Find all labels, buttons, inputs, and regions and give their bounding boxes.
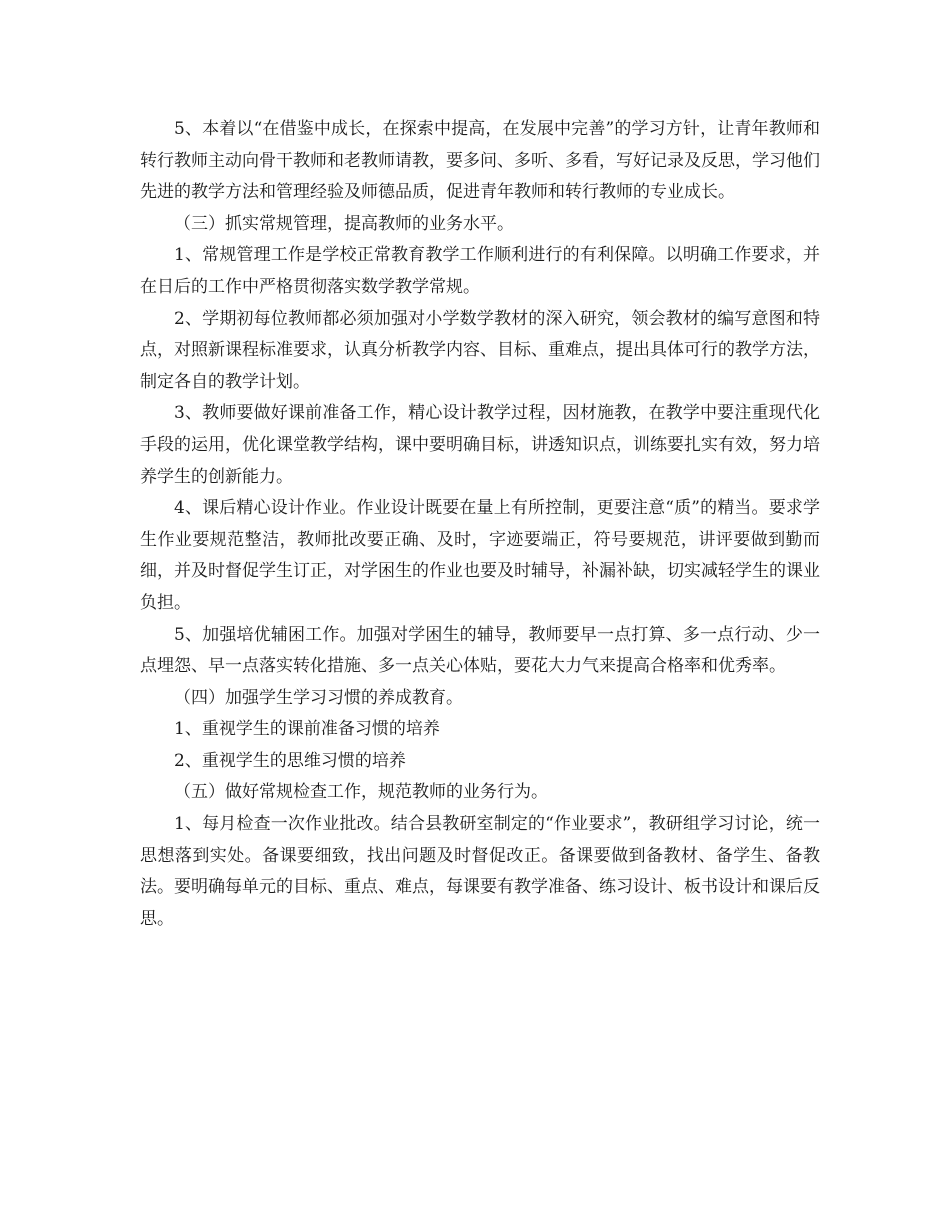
paragraph-tutoring: 5、加强培优辅困工作。加强对学困生的辅导，教师要早一点打算、多一点行动、少一点埋怨、早一点落实转化措施、多一点关心体贴，要花大力气来提高合格率和优秀率。 bbox=[140, 624, 820, 677]
paragraph-lesson-preparation: 3、教师要做好课前准备工作，精心设计教学过程，因材施教，在教学中要注重现代化手段的运用，优化课堂教学结构，课中要明确目标，讲透知识点，训练要扎实有效，努力培养学生的创新能力。 bbox=[140, 403, 820, 487]
paragraph-textbook-study: 2、学期初每位教师都必须加强对小学数学教材的深入研究，领会教材的编写意图和特点，对照新课程标准要求，认真分析教学内容、目标、重难点，提出具体可行的教学方法，制定各自的教学计划。 bbox=[140, 308, 820, 392]
section-heading-routine-inspection: （五）做好常规检查工作，规范教师的业务行为。 bbox=[174, 782, 548, 803]
list-item-preparation-habit: 1、重视学生的课前准备习惯的培养 bbox=[174, 719, 440, 740]
section-heading-routine-management: （三）抓实常规管理，提高教师的业务水平。 bbox=[174, 213, 514, 234]
paragraph-routine-management: 1、常规管理工作是学校正常教育教学工作顺利进行的有利保障。以明确工作要求，并在日后的工作中严格贯彻落实数学教学常规。 bbox=[140, 245, 820, 297]
section-heading-study-habits: （四）加强学生学习习惯的养成教育。 bbox=[174, 687, 463, 708]
list-item-thinking-habit: 2、重视学生的思维习惯的培养 bbox=[174, 750, 406, 771]
paragraph-learning-policy: 5、本着以“在借鉴中成长，在探索中提高，在发展中完善”的学习方针，让青年教师和转行教师主动向骨干教师和老教师请教，要多问、多听、多看，写好记录及反思，学习他们先进的教学方法和管理经验及师德品质，促进青年教师和转行教师的专业成长。 bbox=[140, 119, 820, 203]
paragraph-monthly-inspection: 1、每月检查一次作业批改。结合县教研室制定的“作业要求”，教研组学习讨论，统一思想落到实处。备课要细致，找出问题及时督促改正。备课要做到备教材、备学生、备教法。要明确每单元的目标、重点、难点，每课要有教学准备、练习设计、板书设计和课后反思。 bbox=[140, 814, 820, 929]
paragraph-homework-design: 4、课后精心设计作业。作业设计既要在量上有所控制，更要注意“质”的精当。要求学生作业要规范整洁，教师批改要正确、及时，字迹要端正，符号要规范，讲评要做到勤而细，并及时督促学生订正，对学困生的作业也要及时辅导，补漏补缺，切实减轻学生的课业负担。 bbox=[140, 498, 820, 613]
document-page bbox=[140, 114, 820, 935]
